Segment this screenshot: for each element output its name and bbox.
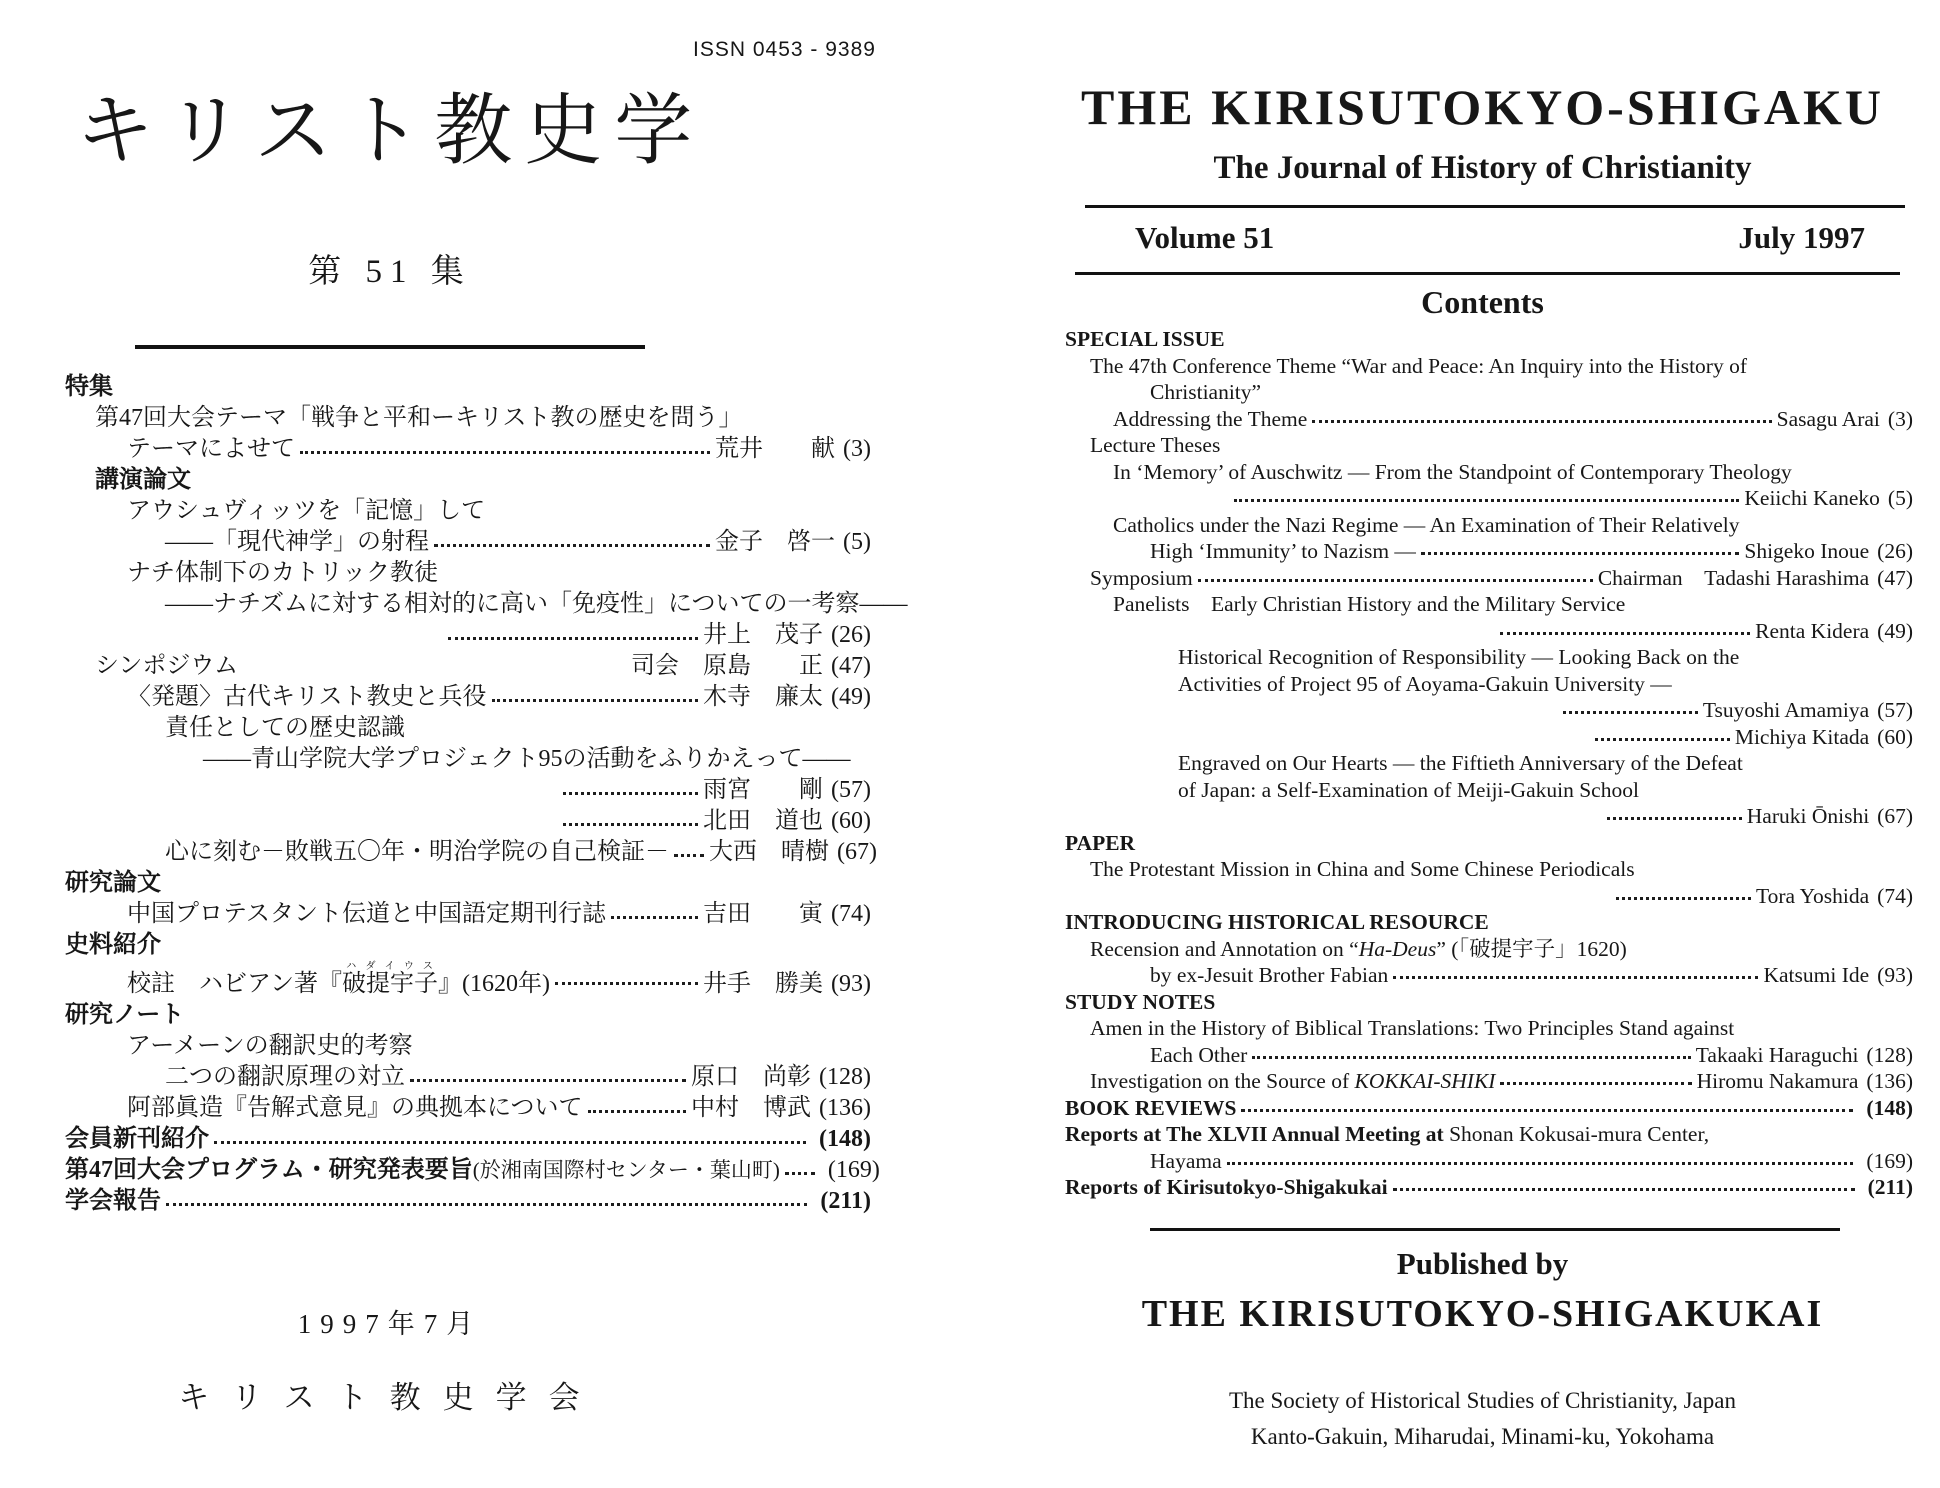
toc-entry [1065, 1015, 1913, 1042]
toc-entry-title: SPECIAL ISSUE [1065, 327, 1225, 351]
dot-leader [1312, 415, 1771, 423]
toc-author: Hiromu Nakamura [1696, 1069, 1859, 1093]
toc-entry [65, 1000, 871, 1031]
toc-entry [65, 1093, 871, 1124]
toc-entry-title: of Japan: a Self-Examination of Meiji-Gakuin School [1178, 777, 1639, 802]
toc-entry-credit [631, 651, 871, 682]
toc-entry [65, 837, 877, 868]
toc-entry [65, 1031, 871, 1062]
toc-author: 大西 晴樹 [709, 839, 829, 865]
toc-entry-title: STUDY NOTES [1065, 989, 1216, 1014]
toc-entry [65, 1124, 871, 1155]
toc-entry [65, 961, 871, 1000]
dot-leader [563, 787, 698, 795]
toc-entry [1065, 1095, 1913, 1122]
toc-entry [1065, 618, 1913, 645]
toc-page-number: (5) [843, 529, 871, 555]
toc-entry [65, 744, 871, 775]
toc-entry [1065, 644, 1913, 671]
toc-entry-credit [1703, 697, 1913, 724]
toc-entry [1065, 565, 1913, 592]
toc-entry-title: 中国プロテスタント伝道と中国語定期刊行誌 [127, 901, 607, 927]
toc-page-number: (47) [831, 653, 871, 679]
toc-author: 吉田 寅 [703, 901, 824, 927]
toc-entry [65, 1155, 880, 1186]
dot-leader [1227, 1157, 1854, 1165]
toc-page-number: (211) [820, 1188, 871, 1214]
toc-entry-credit [691, 1093, 871, 1124]
dot-leader [1393, 971, 1758, 979]
toc-author: Shigeko Inoue [1744, 539, 1870, 563]
toc-page-number: (93) [831, 971, 871, 997]
toc-entry-credit [703, 682, 871, 713]
toc-entry-title: Engraved on Our Hearts — the Fiftieth Anniversary of the Defeat [1178, 751, 1743, 775]
toc-entry-title: ナチ体制下のカトリック教徒 [127, 560, 439, 586]
toc-entry [1065, 671, 1913, 698]
toc-entry-title: Each Other [1150, 1042, 1248, 1067]
toc-entry [65, 496, 871, 527]
toc-author: Chairman Tadashi Harashima [1597, 565, 1870, 590]
ruby-annotated-text: 破提宇子ハダイウス [342, 961, 439, 997]
toc-entry-title: Christianity” [1150, 380, 1262, 404]
toc-entry [65, 682, 871, 713]
toc-page-number: (148) [819, 1126, 871, 1152]
toc-entry-credit [703, 969, 871, 1000]
toc-author: Michiya Kitada [1734, 724, 1870, 749]
toc-entry [65, 403, 871, 434]
toc-entry [1065, 1121, 1913, 1148]
toc-entry-credit [1747, 803, 1913, 830]
toc-entry-credit [1756, 883, 1913, 910]
toc-author: 井手 勝美 [703, 971, 824, 997]
toc-entry-title: 責任としての歴史認識 [165, 715, 405, 741]
toc-entry-credit [1744, 485, 1913, 512]
volume-label-japanese: 第 51 集 [308, 254, 472, 290]
toc-entry [65, 1186, 871, 1217]
divider-rule [1085, 205, 1905, 208]
toc-entry [1065, 485, 1913, 512]
toc-entry-title: In ‘Memory’ of Auschwitz — From the Standpoint of Contemporary Theology [1113, 459, 1792, 484]
journal-subtitle-english: The Journal of History of Christianity [1213, 150, 1752, 186]
toc-entry-title: ——青山学院大学プロジェクト95の活動をふりかえって—— [203, 746, 851, 772]
toc-entry [65, 434, 871, 465]
toc-entry-title: ——「現代神学」の射程 [165, 529, 429, 555]
toc-page-number: (26) [1877, 539, 1913, 563]
toc-entry-credit [1777, 406, 1913, 433]
toc-entry-credit [703, 620, 871, 651]
toc-page-number: (67) [1877, 804, 1913, 828]
toc-entry-title: Panelists Early Christian History and the Military Service [1113, 592, 1626, 616]
dot-leader [300, 446, 710, 454]
toc-author: 司会 原島 正 [631, 653, 824, 679]
journal-title-japanese: キリスト教史学 [75, 87, 705, 174]
toc-entry-title: 会員新刊紹介 [65, 1126, 209, 1152]
toc-entry-credit [1696, 1042, 1913, 1069]
toc-author: Haruki Ōnishi [1746, 804, 1870, 828]
toc-page-number: (148) [1866, 1095, 1913, 1120]
toc-entry-credit [715, 434, 871, 465]
toc-page-number: (128) [1866, 1042, 1913, 1067]
toc-page-number: (57) [1877, 698, 1913, 722]
toc-page-number: (60) [831, 808, 871, 834]
toc-entry-credit [1858, 1148, 1913, 1175]
toc-entry [65, 372, 871, 403]
toc-entry-title: アウシュヴィッツを「記憶」して [127, 498, 486, 524]
divider-rule [1150, 1228, 1840, 1231]
dot-leader [785, 1167, 815, 1175]
dot-leader [1241, 1104, 1853, 1112]
toc-entry [1065, 989, 1913, 1016]
toc-entry-title: The Protestant Mission in China and Some Chinese Periodicals [1090, 857, 1635, 881]
toc-entry-credit [703, 775, 871, 806]
volume-issue-row [1135, 220, 1865, 256]
toc-entry-title: PAPER [1065, 830, 1136, 855]
toc-entry-credit [812, 1186, 871, 1217]
toc-entry [1065, 883, 1913, 910]
toc-entry-title: 阿部眞造『告解式意見』の典拠本について [127, 1095, 583, 1121]
toc-entry [65, 527, 871, 558]
toc-entry [1065, 591, 1913, 618]
toc-entry [65, 806, 871, 837]
toc-page-number: (128) [819, 1064, 871, 1090]
dot-leader [1500, 627, 1750, 635]
toc-entry-title: 特集 [65, 374, 113, 400]
toc-author: Takaaki Haraguchi [1695, 1042, 1859, 1067]
toc-entry-title: 学会報告 [65, 1188, 161, 1214]
toc-entry-title: 第47回大会プログラム・研究発表要旨(於湘南国際村センター・葉山町) [65, 1157, 780, 1183]
dot-leader [1234, 494, 1739, 502]
toc-author: 木寺 廉太 [703, 684, 824, 710]
dot-leader [434, 539, 710, 547]
volume-label-english: Volume 51 [1135, 220, 1275, 255]
dot-leader [448, 632, 698, 640]
toc-page-number: (67) [837, 839, 877, 865]
toc-entry-title: 心に刻む－敗戦五〇年・明治学院の自己検証－ [165, 839, 669, 865]
toc-entry-title: Lecture Theses [1090, 433, 1221, 457]
toc-author: Keiichi Kaneko [1744, 486, 1880, 510]
dot-leader [1563, 706, 1698, 714]
toc-entry-credit [1755, 618, 1913, 645]
dot-leader [1616, 892, 1751, 900]
toc-entry-title: 講演論文 [95, 467, 191, 493]
dot-leader [555, 977, 698, 985]
toc-entry-title: Reports at The XLVII Annual Meeting at Shonan Kokusai-mura Center, [1065, 1122, 1710, 1146]
toc-entry-title: Amen in the History of Biblical Translations: Two Principles Stand against [1090, 1016, 1735, 1040]
dot-leader [563, 818, 698, 826]
dot-leader [1607, 812, 1742, 820]
toc-entry [65, 558, 871, 589]
journal-title-english: THE KIRISUTOKYO-SHIGAKU [1081, 79, 1884, 135]
toc-page-number: (49) [1877, 618, 1913, 643]
toc-page-number: (26) [831, 622, 871, 648]
toc-entry [65, 465, 871, 496]
toc-entry [65, 899, 871, 930]
toc-author: Tora Yoshida [1756, 883, 1870, 908]
toc-author: 金子 啓一 [715, 529, 836, 555]
toc-page-number: (5) [1887, 486, 1913, 510]
published-by-label: Published by [1396, 1246, 1569, 1281]
toc-page-number: (211) [1867, 1175, 1913, 1199]
toc-entry-credit [1697, 1068, 1913, 1095]
toc-entry-credit [691, 1062, 871, 1093]
dot-leader [166, 1198, 807, 1206]
dot-leader [674, 849, 704, 857]
toc-entry-title: シンポジウム [95, 653, 239, 679]
toc-entry-credit [1858, 1095, 1913, 1122]
toc-author: 北田 道也 [703, 808, 824, 834]
issue-date-english: July 1997 [1738, 220, 1865, 255]
toc-entry [65, 651, 871, 682]
dot-leader [611, 911, 698, 919]
toc-page-number: (49) [831, 684, 871, 710]
dot-leader [492, 694, 698, 702]
toc-entry-credit [1860, 1174, 1913, 1201]
toc-entry [1065, 379, 1913, 406]
toc-entry [65, 620, 871, 651]
toc-entry [1065, 512, 1913, 539]
toc-entry [1065, 1148, 1913, 1175]
toc-entry [1065, 1068, 1913, 1095]
toc-entry-title: 研究ノート [65, 1002, 185, 1028]
dot-leader [588, 1105, 686, 1113]
toc-entry [65, 713, 871, 744]
toc-entry-title: Symposium [1090, 565, 1193, 590]
dot-leader [1393, 1183, 1855, 1191]
toc-entry-title: 研究論文 [65, 870, 161, 896]
toc-entry [65, 868, 871, 899]
dot-leader [1500, 1077, 1691, 1085]
toc-page-number: (60) [1877, 724, 1913, 749]
toc-page-number: (47) [1877, 565, 1913, 590]
toc-entry [1065, 538, 1913, 565]
toc-author: 原口 尚彰 [691, 1064, 812, 1090]
toc-entry [1065, 856, 1913, 883]
toc-page-number: (3) [1887, 406, 1913, 431]
toc-entry-credit [715, 527, 871, 558]
issn-number: ISSN 0453 - 9389 [693, 38, 876, 61]
toc-entry-title: Catholics under the Nazi Regime — An Examination of Their Relatively [1113, 512, 1740, 537]
toc-author: 井上 茂子 [703, 622, 824, 648]
toc-entry-title: Recension and Annotation on “Ha-Deus” (「破提宇子」1620) [1090, 936, 1627, 961]
toc-entry-title: The 47th Conference Theme “War and Peace: An Inquiry into the History of [1090, 353, 1747, 378]
toc-entry [1065, 962, 1913, 989]
publisher-english: THE KIRISUTOKYO-SHIGAKUKAI [1141, 1293, 1824, 1335]
toc-entry-title: 第47回大会テーマ「戦争と平和ーキリスト教の歴史を問う」 [95, 405, 743, 431]
toc-page-number: (93) [1877, 963, 1913, 987]
toc-entry [1065, 353, 1913, 380]
dot-leader [1595, 733, 1730, 741]
toc-entry [1065, 777, 1913, 804]
toc-entry-title: BOOK REVIEWS [1065, 1095, 1237, 1120]
toc-entry-title: Addressing the Theme [1113, 406, 1308, 431]
toc-entry [1065, 1174, 1913, 1201]
toc-entry [1065, 432, 1913, 459]
toc-entry-title: Hayama [1150, 1148, 1222, 1173]
toc-entry [1065, 406, 1913, 433]
toc-author: 雨宮 剛 [703, 777, 824, 803]
toc-author: Tsuyoshi Amamiya [1702, 698, 1870, 722]
toc-entry [1065, 724, 1913, 751]
toc-page-number: (136) [1866, 1069, 1913, 1093]
toc-entry-credit [709, 837, 877, 868]
toc-entry [1065, 326, 1913, 353]
toc-page-number: (74) [831, 901, 871, 927]
toc-entry-title: 〈発題〉古代キリスト教史と兵役 [127, 684, 487, 710]
toc-entry-title: テーマによせて [127, 436, 295, 462]
toc-entry-credit [811, 1124, 871, 1155]
toc-entry [65, 775, 871, 806]
toc-entry-credit [1735, 724, 1913, 751]
english-toc-list [1065, 326, 1913, 1201]
toc-page-number: (74) [1877, 883, 1913, 908]
dot-leader [1421, 547, 1739, 555]
toc-entry-title: High ‘Immunity’ to Nazism — [1150, 539, 1416, 563]
toc-author: 荒井 献 [715, 436, 836, 462]
contents-heading: Contents [1421, 284, 1544, 320]
toc-entry-title: Reports of Kirisutokyo-Shigakukai [1065, 1175, 1388, 1199]
toc-entry-title: 史料紹介 [65, 932, 161, 958]
dot-leader [1198, 574, 1593, 582]
toc-entry [1065, 909, 1913, 936]
toc-entry [1065, 1042, 1913, 1069]
dot-leader [410, 1074, 686, 1082]
toc-author: 中村 博武 [691, 1095, 812, 1121]
toc-entry-credit [703, 806, 871, 837]
toc-page-number: (57) [831, 777, 871, 803]
toc-page-number: (136) [819, 1095, 871, 1121]
toc-page-number: (3) [843, 436, 871, 462]
society-name-line: The Society of Historical Studies of Christianity, Japan [1229, 1388, 1736, 1413]
toc-entry [1065, 830, 1913, 857]
toc-entry-credit [703, 899, 871, 930]
toc-page-number: (169) [1866, 1148, 1913, 1173]
toc-page-number: (169) [827, 1157, 880, 1183]
toc-entry-credit [1763, 962, 1913, 989]
toc-author: Katsumi Ide [1763, 963, 1870, 987]
society-address-line: Kanto-Gakuin, Miharudai, Minami-ku, Yokohama [1250, 1424, 1715, 1449]
toc-entry-title: アーメーンの翻訳史的考察 [127, 1033, 413, 1059]
toc-entry [1065, 697, 1913, 724]
toc-entry [1065, 936, 1913, 963]
toc-entry-title: 校註 ハビアン著『破提宇子ハダイウス』(1620年) [127, 961, 551, 997]
toc-entry [1065, 750, 1913, 777]
toc-entry-title: by ex-Jesuit Brother Fabian [1150, 963, 1389, 987]
toc-entry [1065, 803, 1913, 830]
dot-leader [1252, 1051, 1690, 1059]
toc-entry-credit [820, 1155, 880, 1186]
publication-date-japanese: 1997年7月 [297, 1309, 483, 1339]
toc-entry-title: Activities of Project 95 of Aoyama-Gakuin University — [1178, 671, 1672, 696]
publisher-japanese: キリスト教史学会 [178, 1380, 602, 1415]
toc-author: Sasagu Arai [1776, 406, 1880, 431]
toc-entry [1065, 459, 1913, 486]
toc-author: Renta Kidera [1755, 618, 1870, 643]
toc-entry-credit [1598, 565, 1913, 592]
toc-entry [65, 589, 908, 620]
toc-entry-title: INTRODUCING HISTORICAL RESOURCE [1065, 910, 1489, 934]
toc-entry-title: Investigation on the Source of KOKKAI-SHIKI [1090, 1069, 1496, 1093]
toc-entry [65, 930, 871, 961]
toc-entry-title: Historical Recognition of Responsibility — Looking Back on the [1178, 645, 1740, 669]
toc-entry-title: ——ナチズムに対する相対的に高い「免疫性」についての一考察—— [165, 591, 908, 617]
toc-entry [65, 1062, 871, 1093]
toc-entry-title: 二つの翻訳原理の対立 [165, 1064, 405, 1090]
dot-leader [214, 1136, 806, 1144]
japanese-toc-list [65, 372, 908, 1217]
toc-entry-credit [1744, 538, 1913, 565]
divider-rule [1075, 272, 1900, 275]
divider-rule [135, 345, 645, 349]
